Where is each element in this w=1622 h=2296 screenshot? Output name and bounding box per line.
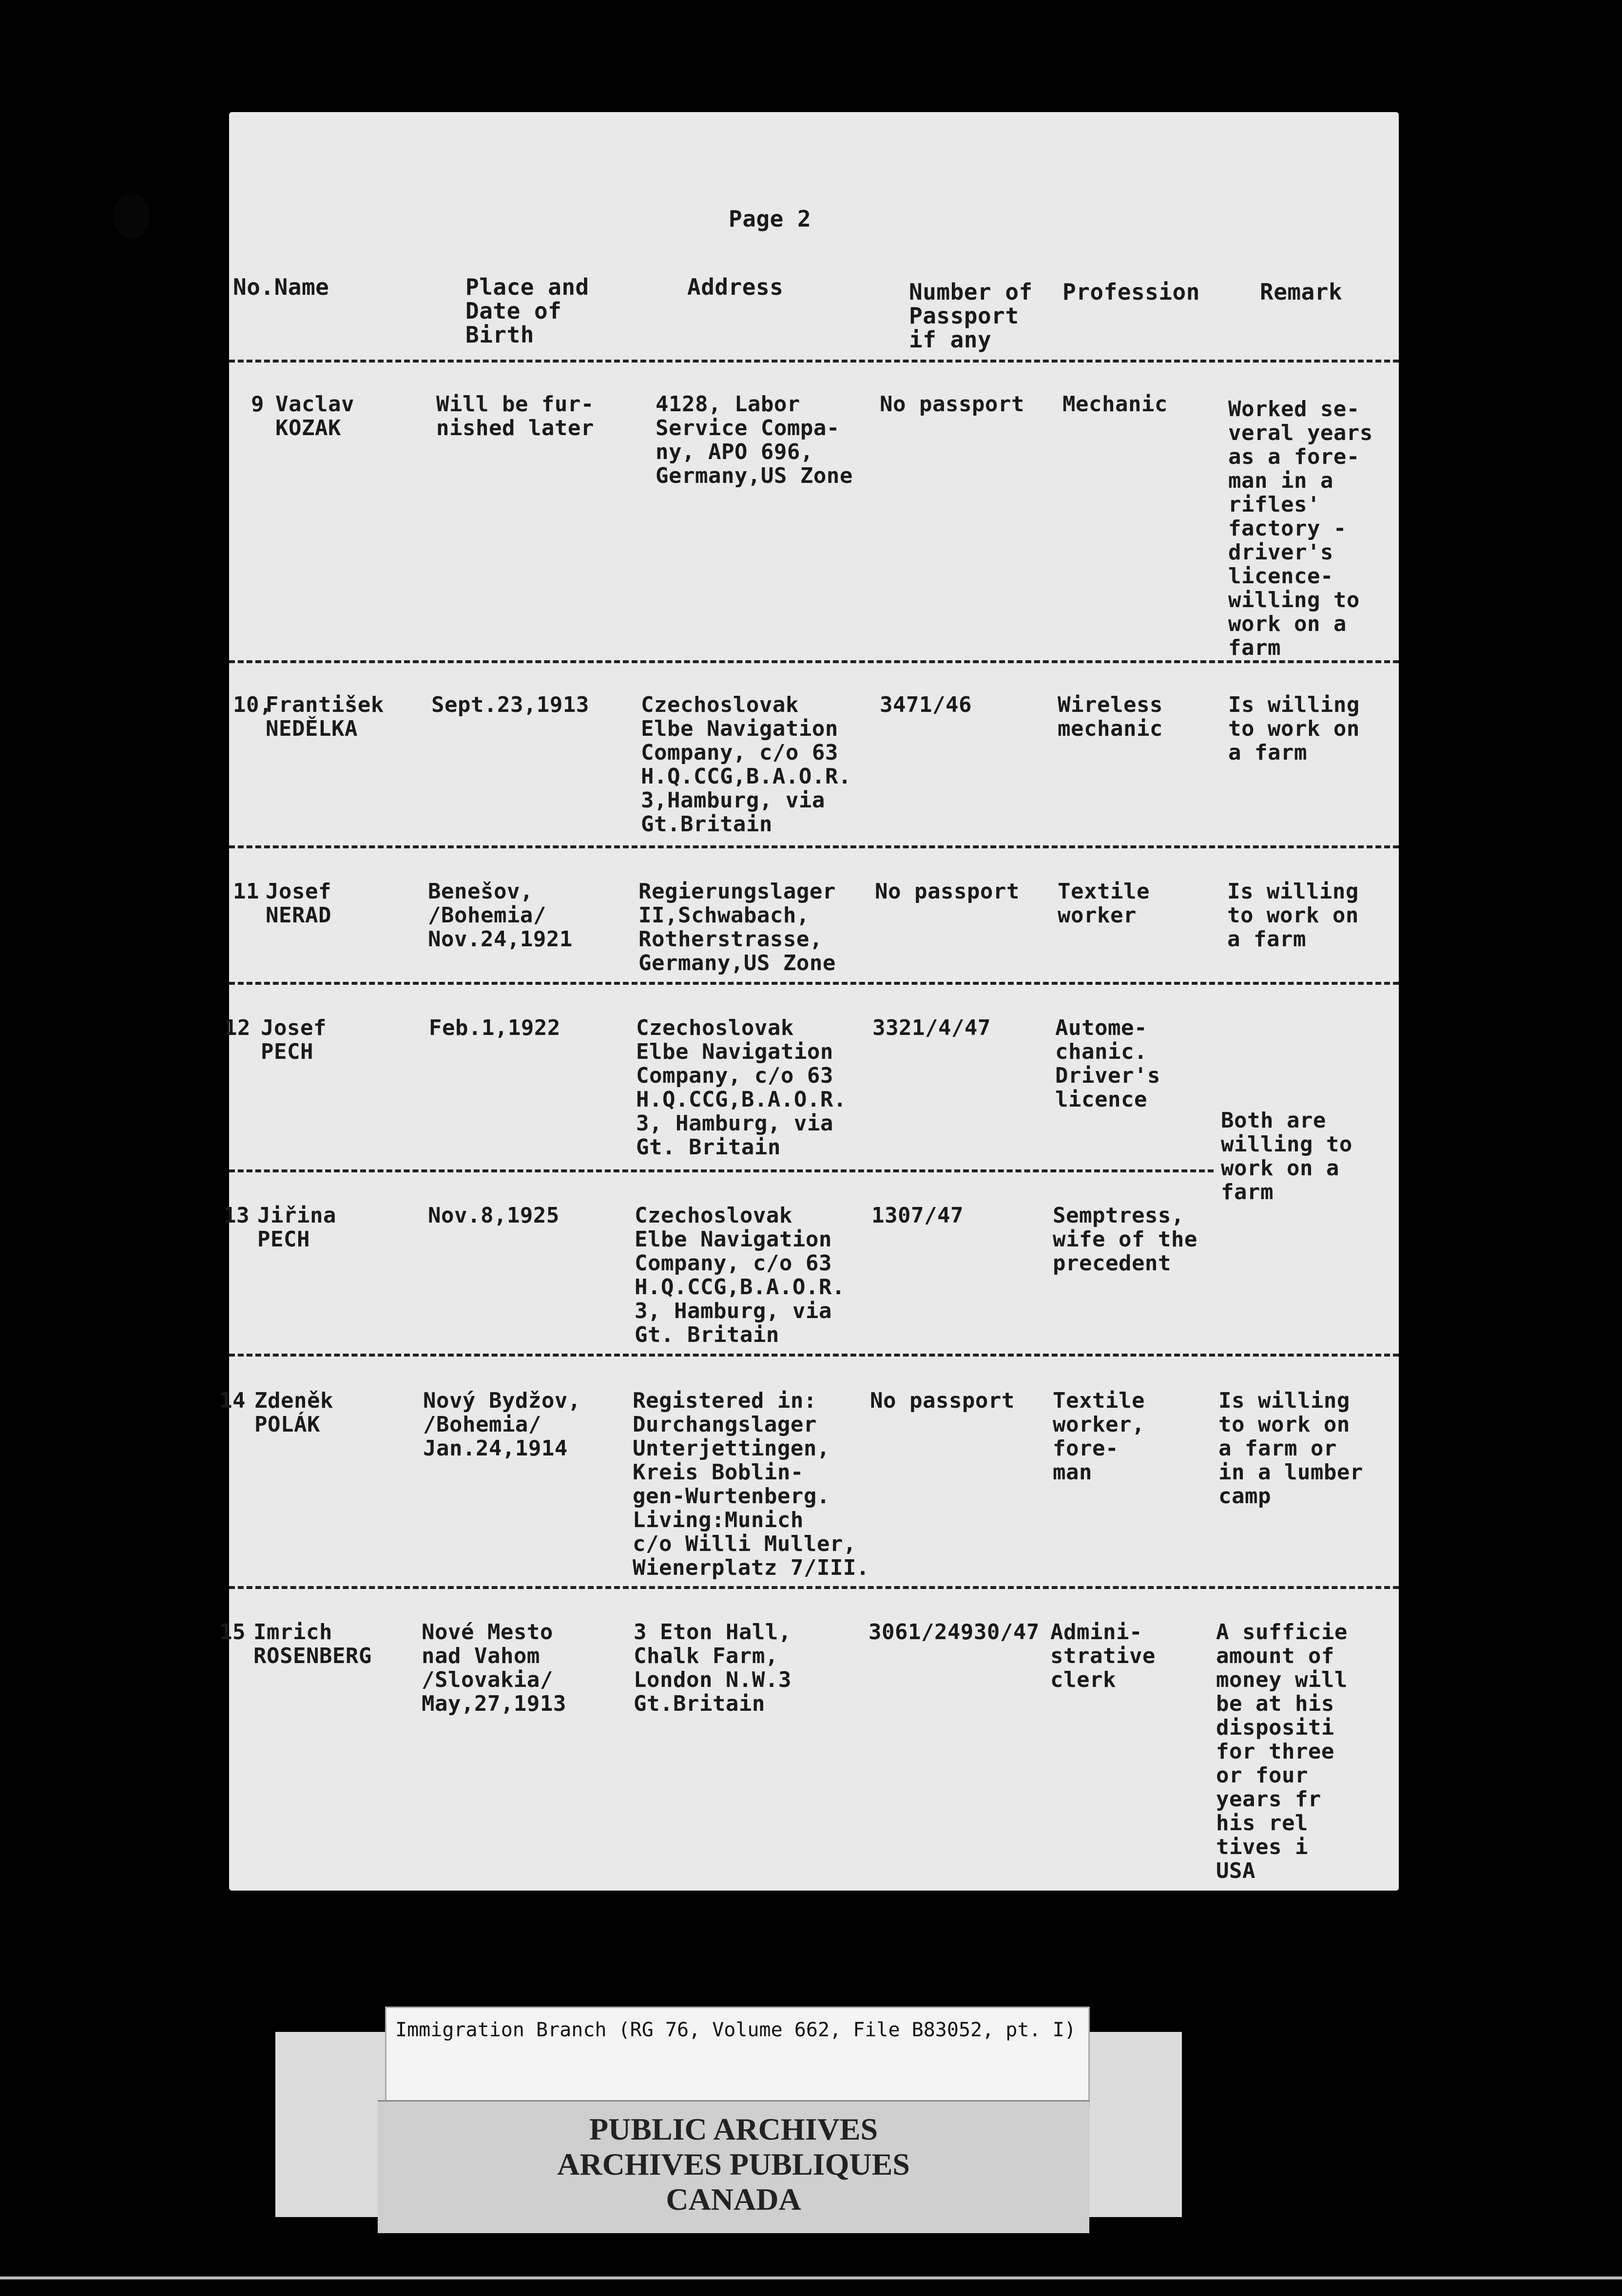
row-divider [229, 1169, 1214, 1172]
row-15-passport: 3061/24930/47 [869, 1620, 1040, 1645]
stamp-line-1: PUBLIC ARCHIVES [589, 2112, 878, 2146]
row-11-address: Regierungslager II,Schwabach, Rotherstrasse, Germany,US Zone [638, 879, 836, 976]
row-15-birth: Nové Mesto nad Vahom /Slovakia/ May,27,1913 [422, 1620, 566, 1716]
row-12-birth: Feb.1,1922 [429, 1015, 560, 1040]
row-10-name: František NEDĚLKA [266, 692, 384, 741]
header-address: Address [687, 274, 784, 300]
row-9-birth: Will be fur- nished later [436, 392, 594, 440]
row-11-birth: Benešov, /Bohemia/ Nov.24,1921 [428, 879, 573, 952]
archive-label [385, 2007, 1090, 2107]
row-13-birth: Nov.8,1925 [428, 1203, 560, 1228]
row-9-no: 9 [251, 392, 264, 417]
row-divider [229, 1354, 1399, 1357]
row-12-passport: 3321/4/47 [872, 1015, 991, 1040]
row-10-no: 10, [233, 692, 272, 717]
header-remark: Remark [1260, 279, 1343, 305]
row-14-birth: Nový Bydžov, /Bohemia/ Jan.24,1914 [423, 1388, 581, 1461]
row-11-no: 11 [233, 879, 259, 904]
page-title: Page 2 [729, 206, 811, 232]
header-passport: Number of Passport if any [909, 279, 1033, 353]
row-13-address: Czechoslovak Elbe Navigation Company, c/o 63 H.Q.CCG,B.A.O.R. 3, Hamburg, via Gt. Britain [635, 1203, 845, 1347]
row-14-name: Zdeněk POLÁK [254, 1388, 333, 1437]
row-divider [229, 845, 1399, 848]
row-14-no: 14 [219, 1388, 246, 1413]
row-15-address: 3 Eton Hall, Chalk Farm, London N.W.3 Gt.Britain [634, 1620, 792, 1716]
row-11-passport: No passport [875, 879, 1020, 904]
row-10-birth: Sept.23,1913 [431, 692, 589, 717]
row-15-profession: Admini- strative clerk [1050, 1620, 1156, 1692]
row-10-remark: Is willing to work on a farm [1228, 692, 1360, 765]
row-9-profession: Mechanic [1062, 392, 1168, 417]
row-12-no: 12 [224, 1015, 251, 1040]
row-10-address: Czechoslovak Elbe Navigation Company, c/o 63 H.Q.CCG,B.A.O.R. 3,Hamburg, via Gt.Britain [641, 692, 851, 837]
row-12-address: Czechoslovak Elbe Navigation Company, c/o 63 H.Q.CCG,B.A.O.R. 3, Hamburg, via Gt. Britain [636, 1015, 847, 1160]
header-no-name: No.Name [233, 274, 329, 300]
row-14-profession: Textile worker, fore- man [1053, 1388, 1145, 1485]
stamp-line-2: ARCHIVES PUBLIQUES [557, 2147, 910, 2181]
row-11-remark: Is willing to work on a farm [1227, 879, 1359, 952]
frame-edge [0, 2277, 1622, 2279]
row-11-profession: Textile worker [1058, 879, 1150, 928]
row-13-profession: Semptress, wife of the precedent [1053, 1203, 1197, 1276]
row-divider [229, 1586, 1399, 1589]
row-14-passport: No passport [870, 1388, 1015, 1413]
row-15-no: 15 [219, 1620, 246, 1645]
row-divider [229, 982, 1399, 985]
row-12-remark: Both are willing to work on a farm [1221, 1108, 1352, 1205]
row-9-remark: Worked se- veral years as a fore- man in a rifles' factory - driver's licence- willing to work on a farm [1228, 397, 1373, 660]
row-9-address: 4128, Labor Service Compa- ny, APO 696, Germany,US Zone [656, 392, 853, 488]
row-10-passport: 3471/46 [880, 692, 972, 717]
archive-label-text: Immigration Branch (RG 76, Volume 662, File B83052, pt. I) [395, 2019, 1076, 2041]
row-13-passport: 1307/47 [871, 1203, 964, 1228]
row-14-remark: Is willing to work on a farm or in a lumber camp [1218, 1388, 1363, 1509]
row-15-name: Imrich ROSENBERG [253, 1620, 372, 1668]
row-divider [229, 660, 1399, 663]
row-13-no: 13 [223, 1203, 250, 1228]
archive-stamp [378, 2100, 1089, 2233]
header-profession: Profession [1062, 279, 1200, 305]
row-13-name: Jiřina PECH [257, 1203, 336, 1252]
header-divider [229, 360, 1399, 363]
row-9-name: Vaclav KOZAK [275, 392, 354, 440]
row-15-remark: A sufficie amount of money will be at his dispositi for three or four years fr his rel tives i USA [1216, 1620, 1348, 1883]
punch-hole [113, 192, 150, 239]
row-12-profession: Autome- chanic. Driver's licence [1055, 1015, 1160, 1112]
row-12-name: Josef PECH [261, 1015, 327, 1064]
header-place: Place and Date of Birth [465, 274, 589, 348]
row-10-profession: Wireless mechanic [1058, 692, 1163, 741]
stamp-line-3: CANADA [666, 2182, 801, 2217]
row-9-passport: No passport [880, 392, 1024, 417]
row-14-address: Registered in: Durchangslager Unterjettingen, Kreis Boblin- gen-Wurtenberg. Living:Munich c/o Willi Muller, Wienerplatz 7/III. [633, 1388, 869, 1580]
row-11-name: Josef NERAD [266, 879, 331, 928]
